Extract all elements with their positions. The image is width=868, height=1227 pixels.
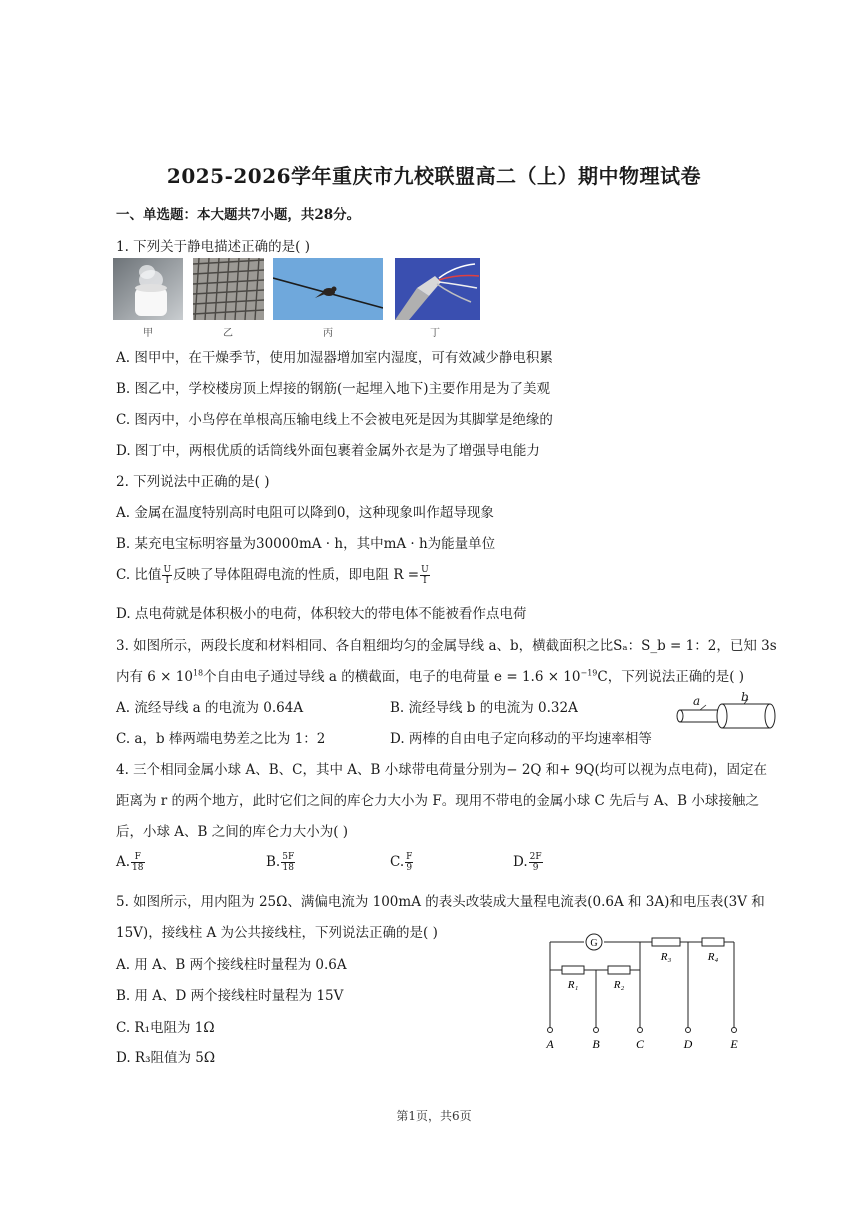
r2-label: R₂ (613, 979, 625, 991)
q1-option-d: D. 图丁中，两根优质的话筒线外面包裹着金属外衣是为了增强导电能力 (116, 443, 540, 459)
q1-option-c: C. 图丙中，小鸟停在单根高压输电线上不会被电死是因为其脚掌是绝缘的 (116, 412, 553, 428)
q2-option-c: C. 比值 $\frac{U}{I}$ 反映了导体阻碍电流的性质，即电阻 R = $\frac{U}{I}$ (116, 565, 429, 586)
fig-label-ding: 丁 (430, 328, 440, 339)
r1-label: R₁ (567, 979, 579, 991)
resistor-r2 (608, 966, 630, 974)
resistor-r3 (652, 938, 680, 946)
q3-line2: 内有 $6 \times 10^{18}$个自由电子通过导线 a 的横截面，电子的电荷量 $e = 1.6 \times 10^{-19}C$，下列说法正确的是( ) (116, 668, 745, 685)
q1-option-b: B. 图乙中，学校楼房顶上焊接的钢筋(一起埋入地下)主要作用是为了美观 (116, 381, 551, 397)
fig-label-bing: 丙 (323, 328, 333, 339)
q4-option-b: B. $\frac{5F}{18}$ (266, 852, 295, 873)
resistor-r4 (702, 938, 724, 946)
fig-label-jia: 甲 (143, 328, 153, 339)
terminal-a-label: A (546, 1037, 554, 1051)
steel-mesh-image (193, 258, 264, 320)
q4-option-a: A. $\frac{F}{18}$ (116, 852, 144, 873)
q2-option-b: B. 某充电宝标明容量为30000mA · h，其中mA · h为能量单位 (116, 536, 496, 552)
page-title: 2025-2026学年重庆市九校联盟高二（上）期中物理试卷 (166, 164, 702, 188)
page-footer: 第1页，共6页 (396, 1109, 472, 1123)
q4-option-d: D. $\frac{2F}{9}$ (513, 852, 542, 873)
q5-option-a: A. 用 A、B 两个接线柱时量程为 0.6A (116, 957, 347, 973)
q4-line1: 4. 三个相同金属小球 A、B、C，其中 A、B 小球带电荷量分别为− 2Q 和+ 9Q(均可以视为点电荷)，固定在 (116, 762, 768, 778)
q3-option-c: C. a，b 棒两端电势差之比为 1：2 (116, 731, 326, 747)
q2-option-d: D. 点电荷就是体积极小的电荷，体积较大的带电体不能被看作点电荷 (116, 606, 527, 622)
q4-line3: 后，小球 A、B 之间的库仑力大小为( ) (116, 824, 349, 840)
q2-stem: 2. 下列说法中正确的是( ) (116, 474, 270, 490)
q5-line2: 15V)，接线柱 A 为公共接线柱，下列说法正确的是( ) (116, 925, 438, 941)
wire-figure (672, 693, 782, 735)
q5-option-d: D. R₃阻值为 5Ω (116, 1050, 216, 1066)
q2-option-a: A. 金属在温度特别高时电阻可以降到0，这种现象叫作超导现象 (116, 505, 494, 521)
microphone-cable-image (395, 258, 480, 320)
humidifier-image (113, 258, 183, 320)
q1-stem: 1. 下列关于静电描述正确的是( ) (116, 239, 310, 255)
terminal-c-label: C (635, 1037, 645, 1051)
fig-label-yi: 乙 (223, 328, 233, 339)
bird-on-wire-image (273, 258, 383, 320)
q5-option-b: B. 用 A、D 两个接线柱时量程为 15V (116, 988, 344, 1004)
q5-option-c: C. R₁电阻为 1Ω (116, 1020, 215, 1036)
q4-option-c: C. $\frac{F}{9}$ (390, 852, 413, 873)
q4-line2: 距离为 r 的两个地方，此时它们之间的库仑力大小为 F。现用不带电的金属小球 C 先后与 A、B 小球接触之 (116, 793, 759, 809)
wire-label-a: a (693, 694, 701, 708)
section-heading: 一、单选题：本大题共7小题，共28分。 (116, 207, 361, 223)
r4-label: R₄ (707, 951, 719, 963)
q1-option-a: A. 图甲中，在干燥季节，使用加湿器增加室内湿度，可有效减少静电积累 (116, 350, 553, 366)
terminal-e-label: E (730, 1037, 738, 1051)
galvanometer-label: G (590, 938, 598, 949)
terminal-b-label: B (592, 1037, 600, 1051)
q3-option-a: A. 流经导线 a 的电流为 0.64A (116, 700, 304, 716)
q5-line1: 5. 如图所示，用内阻为 25Ω、满偏电流为 100mA 的表头改装成大量程电流表(0.6A 和 3A)和电压表(3V 和 (116, 894, 765, 910)
q3-option-b: B. 流经导线 b 的电流为 0.32A (390, 700, 578, 716)
q3-option-d: D. 两棒的自由电子定向移动的平均速率相等 (390, 731, 652, 747)
q3-line1: 3. 如图所示，两段长度和材料相同、各自粗细均匀的金属导线 a、b，横截面积之比Sₐ：S_b = 1：2，已知 3s (116, 638, 777, 654)
wire-label-b: b (741, 690, 749, 704)
r3-label: R₃ (660, 951, 672, 963)
terminal-d-label: D (683, 1037, 693, 1051)
ammeter-voltmeter-circuit (540, 928, 750, 1053)
resistor-r1 (562, 966, 584, 974)
